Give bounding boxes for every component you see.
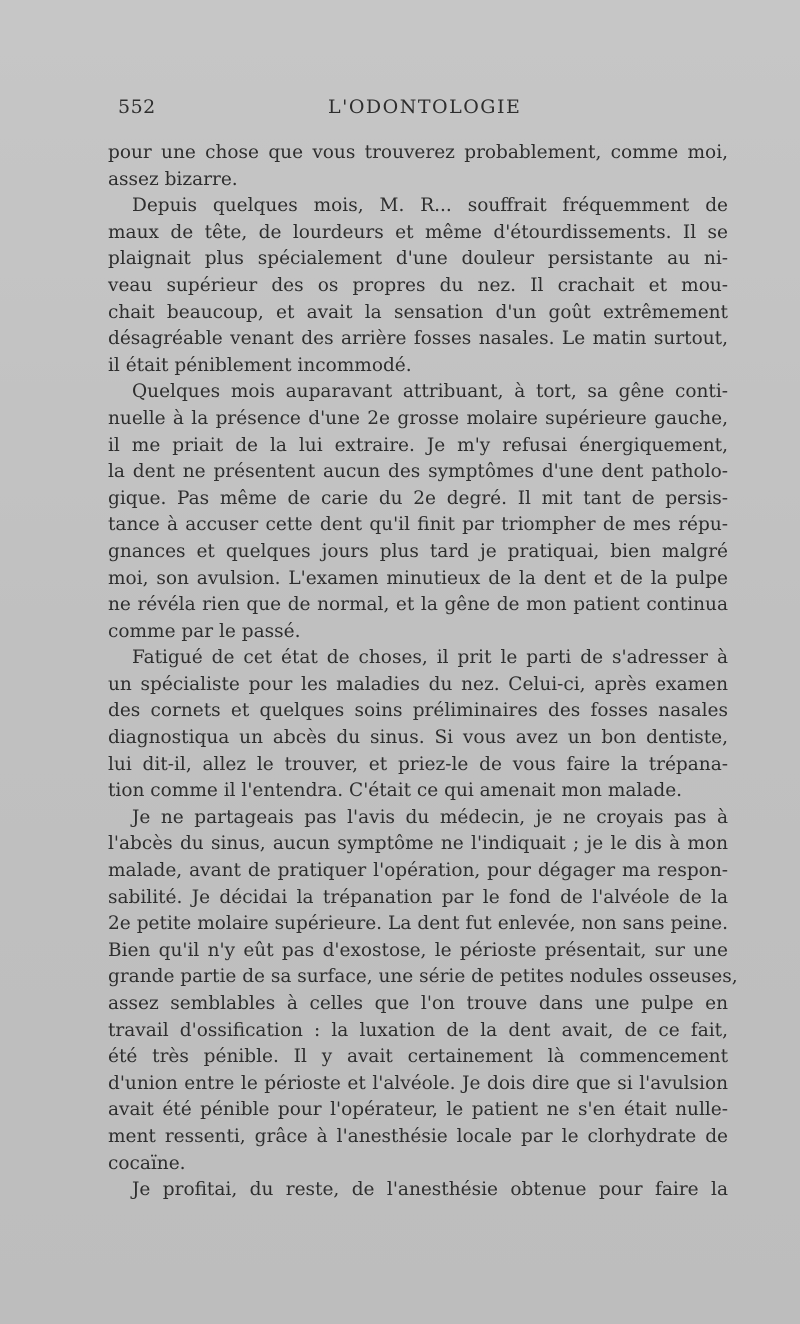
text-line: nuelle à la présence d'une 2e grosse molaire supérieure gauche,: [108, 407, 728, 429]
text-line: Bien qu'il n'y eût pas d'exostose, le périoste présentait, sur une: [108, 939, 728, 961]
running-title: L'ODONTOLOGIE: [328, 96, 522, 118]
text-line: grande partie de sa surface, une série de petites nodules osseuses,: [108, 966, 738, 988]
page-header: [118, 96, 728, 122]
text-line: gique. Pas même de carie du 2e degré. Il mit tant de persis-: [108, 487, 728, 509]
text-line: 2e petite molaire supérieure. La dent fut enlevée, non sans peine.: [108, 913, 728, 935]
text-line: diagnostiqua un abcès du sinus. Si vous avez un bon dentiste,: [108, 727, 728, 749]
text-line: tance à accuser cette dent qu'il finit par triompher de mes répu-: [108, 514, 728, 536]
text-line: Je profitai, du reste, de l'anesthésie obtenue pour faire la: [132, 1179, 728, 1201]
text-line: la dent ne présentent aucun des symptômes d'une dent patholo-: [108, 461, 728, 483]
text-line: cocaïne.: [108, 1152, 186, 1174]
text-line: chait beaucoup, et avait la sensation d'un goût extrêmement: [108, 301, 728, 323]
text-line: un spécialiste pour les maladies du nez. Celui-ci, après examen: [108, 673, 728, 695]
text-line: sabilité. Je décidai la trépanation par le fond de l'alvéole de la: [108, 886, 728, 908]
text-line: Quelques mois auparavant attribuant, à tort, sa gêne conti-: [132, 381, 728, 403]
text-line: il était péniblement incommodé.: [108, 354, 412, 376]
text-line: Je ne partageais pas l'avis du médecin, je ne croyais pas à: [132, 806, 728, 828]
text-line: veau supérieur des os propres du nez. Il crachait et mou-: [108, 274, 728, 296]
text-line: gnances et quelques jours plus tard je pratiquai, bien malgré: [108, 540, 728, 562]
text-line: il me priait de la lui extraire. Je m'y refusai énergiquement,: [108, 434, 728, 456]
text-line: désagréable venant des arrière fosses nasales. Le matin surtout,: [108, 328, 728, 350]
text-line: l'abcès du sinus, aucun symptôme ne l'indiquait ; je le dis à mon: [108, 833, 728, 855]
text-line: des cornets et quelques soins préliminaires des fosses nasales: [108, 700, 728, 722]
text-line: été très pénible. Il y avait certainement là commencement: [108, 1046, 728, 1068]
text-line: d'union entre le périoste et l'alvéole. Je dois dire que si l'avulsion: [108, 1072, 728, 1094]
text-line: lui dit-il, allez le trouver, et priez-le de vous faire la trépana-: [108, 753, 728, 775]
text-line: assez bizarre.: [108, 168, 238, 190]
text-line: moi, son avulsion. L'examen minutieux de la dent et de la pulpe: [108, 567, 728, 589]
text-line: maux de tête, de lourdeurs et même d'étourdissements. Il se: [108, 221, 728, 243]
text-line: avait été pénible pour l'opérateur, le patient ne s'en était nulle-: [108, 1099, 728, 1121]
text-line: ne révéla rien que de normal, et la gêne de mon patient continua: [108, 594, 728, 616]
page-number: 552: [118, 96, 156, 118]
text-line: pour une chose que vous trouverez probablement, comme moi,: [108, 142, 728, 163]
text-line: ment ressenti, grâce à l'anesthésie locale par le clorhydrate de: [108, 1125, 728, 1147]
text-line: comme par le passé.: [108, 620, 301, 642]
text-line: plaignait plus spécialement d'une douleur persistante au ni-: [108, 248, 728, 270]
text-line: malade, avant de pratiquer l'opération, pour dégager ma respon-: [108, 860, 728, 882]
text-line: Fatigué de cet état de choses, il prit le parti de s'adresser à: [132, 647, 728, 669]
text-line: Depuis quelques mois, M. R... souffrait fréquemment de: [132, 195, 728, 217]
body-text: [108, 140, 738, 1204]
text-line: travail d'ossification : la luxation de la dent avait, de ce fait,: [108, 1019, 728, 1041]
text-line: tion comme il l'entendra. C'était ce qui amenait mon malade.: [108, 780, 683, 802]
text-line: assez semblables à celles que l'on trouve dans une pulpe en: [108, 993, 728, 1014]
